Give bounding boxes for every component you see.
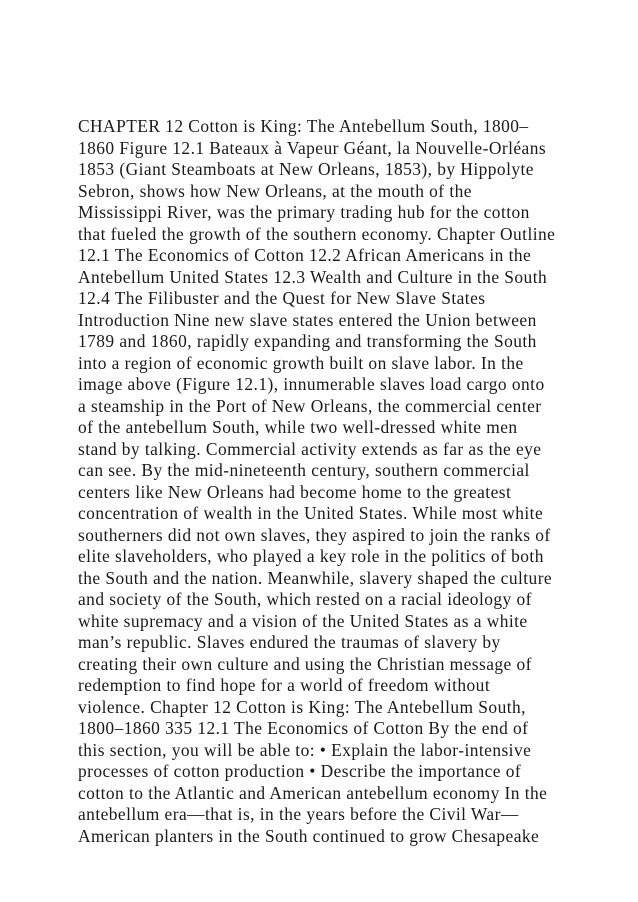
text-line: and society of the South, which rested on a racial ideology of (78, 589, 532, 609)
text-line: 1800–1860 335 12.1 The Economics of Cotton By the end of (78, 718, 529, 738)
text-line: Introduction Nine new slave states entered the Union between (78, 309, 537, 330)
text-line: 12.1 The Economics of Cotton 12.2 African Americans in the (78, 245, 532, 265)
text-line: antebellum era—that is, in the years before the Civil War— (78, 804, 519, 824)
text-line: centers like New Orleans had become home to the greatest (78, 481, 512, 502)
text-line: creating their own culture and using the Christian message of (78, 653, 532, 674)
text-line: 1860 Figure 12.1 Bateaux à Vapeur Géant, la Nouvelle-Orléans (78, 137, 547, 158)
text-line: processes of cotton production • Describe the importance of (78, 761, 522, 781)
text-line: CHAPTER 12 Cotton is King: The Antebellum South, 1800– (78, 116, 529, 136)
text-line: Mississippi River, was the primary trading hub for the cotton (78, 202, 530, 222)
text-line: white supremacy and a vision of the United States as a white (78, 610, 528, 631)
text-line: into a region of economic growth built on slave labor. In the (78, 352, 524, 373)
text-line: image above (Figure 12.1), innumerable slaves load cargo onto (78, 374, 545, 394)
text-line: southerners did not own slaves, they aspired to join the ranks of (78, 524, 551, 545)
text-line: Antebellum United States 12.3 Wealth and Culture in the South (78, 266, 548, 287)
text-line: a steamship in the Port of New Orleans, the commercial center (78, 395, 542, 416)
text-line: can see. By the mid-nineteenth century, southern commercial (78, 460, 530, 480)
text-line: man’s republic. Slaves endured the traumas of slavery by (78, 632, 501, 652)
text-line: of the antebellum South, while two well-dressed white men (78, 417, 518, 437)
text-line: cotton to the Atlantic and American antebellum economy In the (78, 782, 548, 803)
text-line: concentration of wealth in the United States. While most white (78, 503, 544, 523)
text-line: the South and the nation. Meanwhile, slavery shaped the culture (78, 567, 553, 588)
text-line: American planters in the South continued to grow Chesapeake (78, 825, 540, 846)
text-line: redemption to find hope for a world of freedom without (78, 675, 491, 695)
text-line: violence. Chapter 12 Cotton is King: The Antebellum South, (78, 696, 526, 717)
text-line: that fueled the growth of the southern economy. Chapter Outline (78, 223, 556, 244)
text-line: this section, you will be able to: • Explain the labor-intensive (78, 739, 532, 760)
text-line: 12.4 The Filibuster and the Quest for New Slave States (78, 288, 486, 308)
text-line: 1853 (Giant Steamboats at New Orleans, 1853), by Hippolyte (78, 159, 534, 179)
text-line: stand by talking. Commercial activity extends as far as the eye (78, 438, 542, 459)
text-line: Sebron, shows how New Orleans, at the mouth of the (78, 180, 472, 201)
text-line: elite slaveholders, who played a key role in the politics of both (78, 546, 544, 566)
text-line: 1789 and 1860, rapidly expanding and transforming the South (78, 331, 537, 351)
document-body-text (78, 116, 638, 847)
